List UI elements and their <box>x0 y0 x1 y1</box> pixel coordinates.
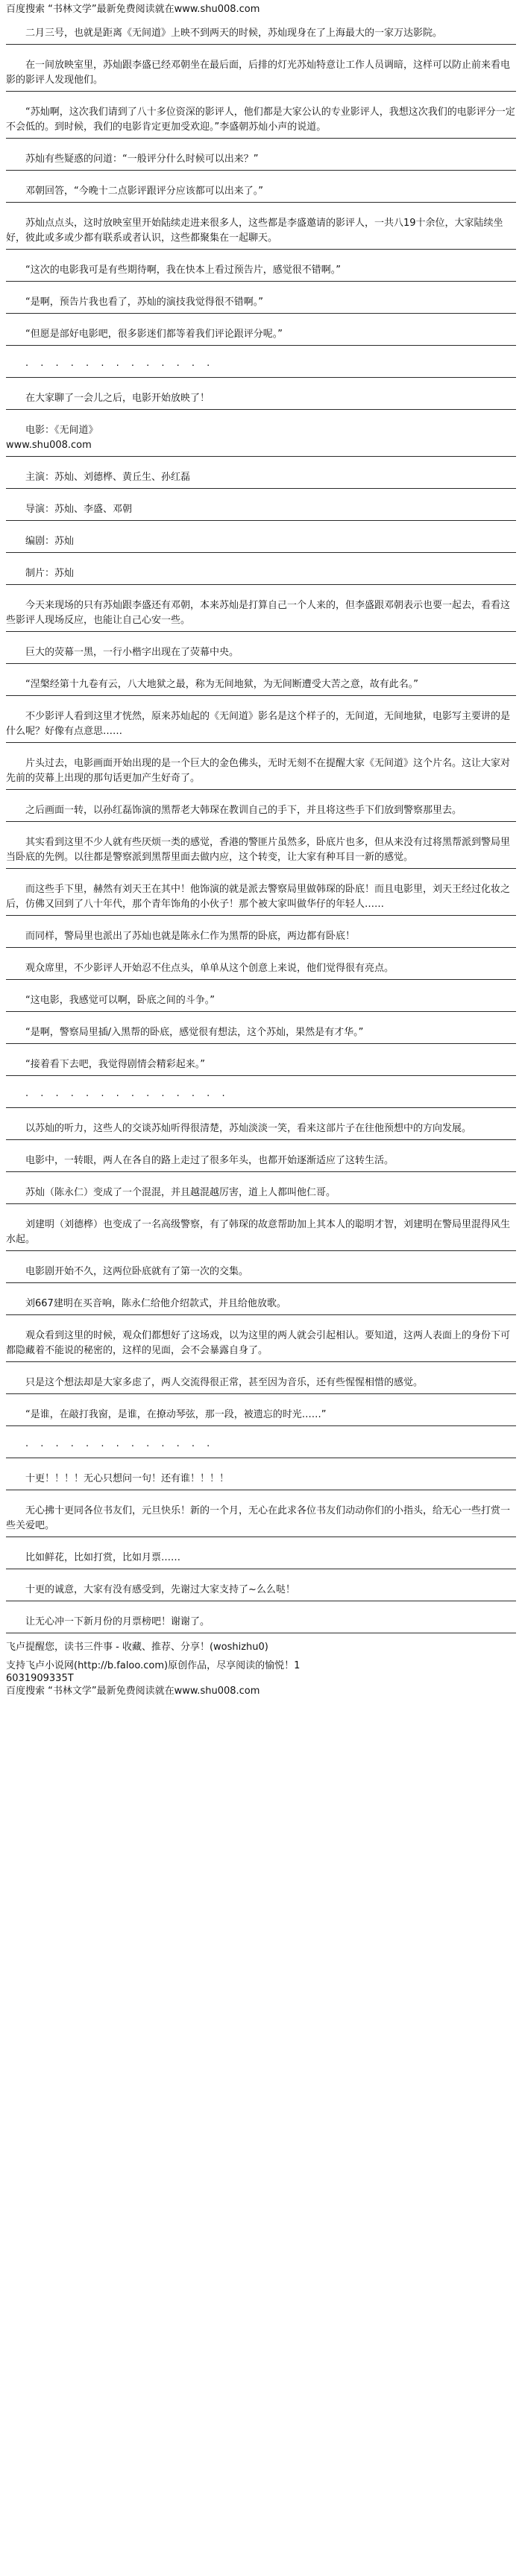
paragraph: 其实看到这里不少人就有些厌烦一类的感觉，香港的警匪片虽然多，卧底片也多，但从来没有过将黑帮派到警局里当卧底的先例。以往都是警察派到黑帮里面去做内应，这个转变，让大家有种耳目一新的感觉。 <box>6 829 516 869</box>
chapter-body <box>6 20 516 1633</box>
paragraph: 无心拂十更同各位书友们，元旦快乐！新的一个月，无心在此求各位书友们动动你们的小指头，给无心一些打赏一些关爱吧。 <box>6 1498 516 1537</box>
paragraph: 而这些手下里，赫然有刘天王在其中！他饰演的就是派去警察局里做韩琛的卧底！而且电影里，刘天王经过化妆之后，仿佛又回到了八十年代，那个青年饰角的小伙子！那个被大家叫做华仔的年轻人…… <box>6 876 516 916</box>
footer-line: 百度搜索 “书林文学”最新免费阅读就在www.shu008.com <box>6 1686 260 1697</box>
paragraph: “这电影，我感觉可以啊，卧底之间的斗争。” <box>6 987 516 1012</box>
page-header: 百度搜索 “书林文学”最新免费阅读就在www.shu008.com <box>6 4 260 15</box>
paragraph: “涅槃经第十九卷有云，八大地狱之最，称为无间地狱，为无间断遭受大苦之意，故有此名。” <box>6 671 516 696</box>
paragraph: 以苏灿的听力，这些人的交谈苏灿听得很清楚，苏灿淡淡一笑，看来这部片子在往他预想中的方向发展。 <box>6 1115 516 1140</box>
paragraph: 电影中，一转眼，两人在各自的路上走过了很多年头，也都开始逐渐适应了这转生活。 <box>6 1148 516 1172</box>
paragraph: 苏灿有些疑惑的问道：“一般评分什么时候可以出来？” <box>6 146 516 171</box>
paragraph: 只是这个想法却是大家多虑了，两人交流得很正常，甚至因为音乐，还有些惺惺相惜的感觉。 <box>6 1370 516 1394</box>
paragraph: · · · · · · · · · · · · · · <box>6 1083 516 1108</box>
paragraph: 之后画面一转，以孙红磊饰演的黑帮老大韩琛在教训自己的手下，并且将这些手下们放到警察那里去。 <box>6 797 516 822</box>
paragraph: 编剧：苏灿 <box>6 528 516 553</box>
paragraph: 电影剧开始不久，这两位卧底就有了第一次的交集。 <box>6 1259 516 1283</box>
footer-line: 飞卢提醒您，读书三件事 - 收藏、推荐、分享！(woshizhu0) <box>6 1642 268 1653</box>
paragraph: 刘667建明在买音响，陈永仁给他介绍款式，并且给他放歌。 <box>6 1291 516 1315</box>
paragraph: 邓朝回答，“今晚十二点影评跟评分应该都可以出来了。” <box>6 178 516 203</box>
paragraph: 二月三号，也就是距离《无间道》上映不到两天的时候，苏灿现身在了上海最大的一家万达影院。 <box>6 20 516 45</box>
footer-line: 支持飞卢小说网(http://b.faloo.com)原创作品，尽享阅读的愉悦！1 <box>6 1660 301 1671</box>
paragraph: 片头过去，电影画面开始出现的是一个巨大的金色佛头，无时无刻不在提醒大家《无间道》这个片名。这让大家对先前的荧幕上出现的那句话更加产生好奇了。 <box>6 750 516 790</box>
paragraph: “是啊，预告片我也看了，苏灿的演技我觉得很不错啊。” <box>6 289 516 314</box>
paragraph: · · · · · · · · · · · · · <box>6 1434 516 1458</box>
paragraph: · · · · · · · · · · · · · <box>6 353 516 378</box>
paragraph: 电影：《无间道》 www.shu008.com <box>6 417 516 457</box>
paragraph: “苏灿啊，这次我们请到了八十多位资深的影评人，他们都是大家公认的专业影评人，我想这次我们的电影评分一定不会低的。到时候，我们的电影肯定更加受欢迎。”李盛朝苏灿小声的说道。 <box>6 99 516 139</box>
paragraph: “这次的电影我可是有些期待啊，我在快本上看过预告片，感觉很不错啊。” <box>6 257 516 282</box>
paragraph: 刘建明（刘德桦）也变成了一名高级警察，有了韩琛的故意帮助加上其本人的聪明才智，刘建明在警局里混得风生水起。 <box>6 1212 516 1251</box>
paragraph: 主演：苏灿、刘德桦、黄丘生、孙红磊 <box>6 464 516 489</box>
paragraph: 让无心冲一下新月份的月票榜吧！谢谢了。 <box>6 1609 516 1633</box>
paragraph: “接着看下去吧，我觉得剧情会精彩起来。” <box>6 1051 516 1076</box>
paragraph: 导演：苏灿、李盛、邓朝 <box>6 496 516 521</box>
paragraph: “是谁，在敲打我窗，是谁，在撩动琴弦，那一段，被遗忘的时光……” <box>6 1402 516 1426</box>
paragraph: “但愿是部好电影吧，很多影迷们都等着我们评论跟评分呢。” <box>6 321 516 346</box>
page-footer <box>6 1641 516 1697</box>
paragraph: 观众席里，不少影评人开始忍不住点头，单单从这个创意上来说，他们觉得很有亮点。 <box>6 955 516 980</box>
paragraph: 十更！！！！无心只想问一句！还有谁！！！！ <box>6 1466 516 1490</box>
footer-line: 6031909335T <box>6 1673 74 1684</box>
paragraph: 苏灿（陈永仁）变成了一个混混，并且越混越厉害，道上人都叫他仁哥。 <box>6 1180 516 1204</box>
paragraph: 在大家聊了一会儿之后，电影开始放映了！ <box>6 385 516 410</box>
paragraph: 十更的诚意，大家有没有感受到，先谢过大家支持了~么么哒！ <box>6 1577 516 1601</box>
paragraph: 比如鲜花，比如打赏，比如月票…… <box>6 1545 516 1569</box>
paragraph: 今天来现场的只有苏灿跟李盛还有邓朝，本来苏灿是打算自己一个人来的，但李盛跟邓朝表示也要一起去，看看这些影评人现场反应，也能让自己心安一些。 <box>6 592 516 632</box>
paragraph: 巨大的荧幕一黑，一行小楷字出现在了荧幕中央。 <box>6 639 516 664</box>
paragraph: 制片：苏灿 <box>6 560 516 585</box>
paragraph: 在一间放映室里，苏灿跟李盛已经邓朝坐在最后面，后排的灯光苏灿特意让工作人员调暗，这样可以防止前来看电影的影评人发现他们。 <box>6 52 516 92</box>
paragraph: 苏灿点点头，这时放映室里开始陆续走进来很多人，这些都是李盛邀请的影评人，一共八19十余位，大家陆续坐好，彼此或多或少都有联系或者认识，这些都聚集在一起聊天。 <box>6 210 516 250</box>
paragraph: 观众看到这里的时候，观众们都想好了这场戏，以为这里的两人就会引起相认。要知道，这两人表面上的身份下可都隐藏着不能说的秘密的，这样的见面，会不会暴露自身了。 <box>6 1323 516 1362</box>
paragraph: “是啊，警察局里插/入黑帮的卧底，感觉很有想法，这个苏灿，果然是有才华。” <box>6 1019 516 1044</box>
paragraph: 而同样，警局里也派出了苏灿也就是陈永仁作为黑帮的卧底，两边都有卧底！ <box>6 923 516 948</box>
paragraph: 不少影评人看到这里才恍然，原来苏灿起的《无间道》影名是这个样子的，无间道，无间地狱，电影写主要讲的是什么呢？好像有点意思…… <box>6 703 516 743</box>
